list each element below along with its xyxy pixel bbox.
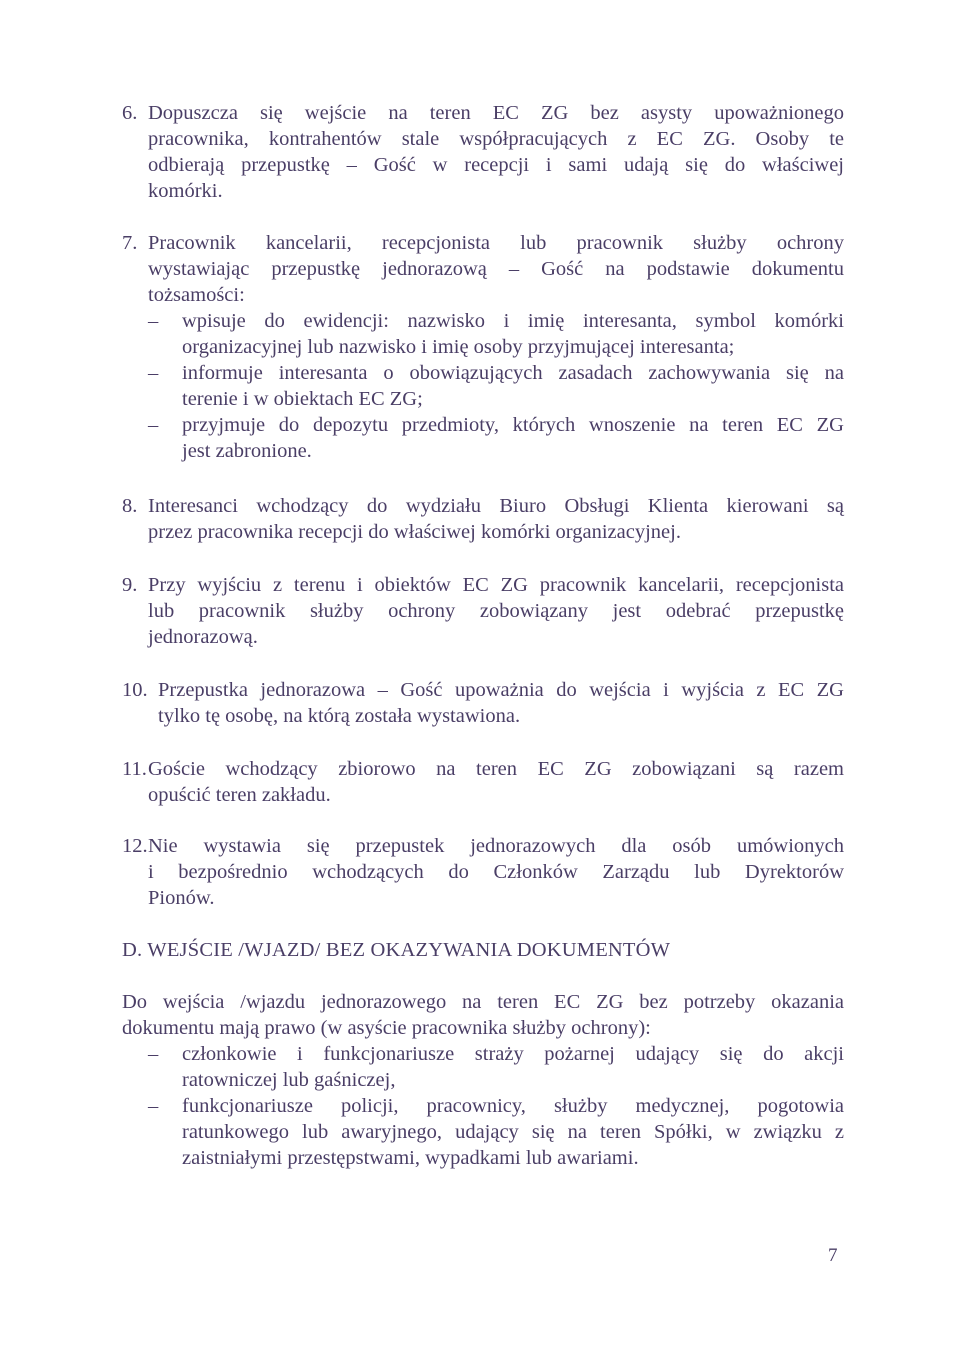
text-line: odbierają przepustkę – Gość w recepcji i sami udają się do właściwej	[148, 154, 844, 176]
list-item-12	[122, 833, 844, 911]
text-line: opuścić teren zakładu.	[148, 784, 331, 806]
list-item-number: 9.	[122, 574, 138, 596]
text-line: Przy wyjściu z terenu i obiektów EC ZG pracownik kancelarii, recepcjonista	[148, 574, 844, 596]
bullet-item	[148, 412, 844, 464]
dash-marker: –	[148, 414, 159, 436]
page-number: 7	[828, 1245, 838, 1266]
text-line: tylko tę osobę, na którą została wystawiona.	[158, 705, 521, 727]
text-line: Goście wchodzący zbiorowo na teren EC ZG zobowiązani są razem	[148, 758, 844, 780]
text-line: Pionów.	[148, 887, 215, 909]
dash-marker: –	[148, 1095, 159, 1117]
text-line: ratunkowego lub awaryjnego, udający się na teren Spółki, w związku z	[182, 1121, 844, 1143]
list-item-number: 10.	[122, 679, 148, 701]
list-item-number: 6.	[122, 102, 138, 124]
list-item-number: 12.	[122, 835, 148, 857]
list-item-6	[122, 100, 844, 204]
dash-marker: –	[148, 1043, 159, 1065]
text-line: funkcjonariusze policji, pracownicy, służby medycznej, pogotowia	[182, 1095, 844, 1117]
dash-marker: –	[148, 362, 159, 384]
dash-marker: –	[148, 310, 159, 332]
text-line: terenie i w obiektach EC ZG;	[182, 388, 423, 410]
bullet-list	[148, 1041, 844, 1171]
list-item-11	[122, 756, 844, 808]
text-line: Przepustka jednorazowa – Gość upoważnia do wejścia i wyjścia z EC ZG	[158, 679, 844, 701]
list-item-8	[122, 493, 844, 545]
text-line: Do wejścia /wjazdu jednorazowego na teren EC ZG bez potrzeby okazania	[122, 991, 844, 1013]
text-line: jest zabronione.	[182, 440, 312, 462]
text-line: Nie wystawia się przepustek jednorazowych dla osób umówionych	[148, 835, 844, 857]
bullet-item	[148, 360, 844, 412]
list-item-number: 7.	[122, 232, 138, 254]
section-paragraph	[122, 989, 844, 1171]
bullet-item	[148, 1093, 844, 1171]
text-line: organizacyjnej lub nazwisko i imię osoby przyjmującej interesanta;	[182, 336, 735, 358]
text-line: tożsamości:	[148, 284, 245, 306]
list-item-10	[122, 677, 844, 729]
text-line: przyjmuje do depozytu przedmioty, których wnoszenie na teren EC ZG	[182, 414, 844, 436]
bullet-list	[148, 308, 844, 464]
text-line: ratowniczej lub gaśniczej,	[182, 1069, 396, 1091]
text-line: przez pracownika recepcji do właściwej komórki organizacyjnej.	[148, 521, 681, 543]
bullet-item	[148, 308, 844, 360]
text-line: informuje interesanta o obowiązujących zasadach zachowywania się na	[182, 362, 844, 384]
text-line: i bezpośrednio wchodzących do Członków Zarządu lub Dyrektorów	[148, 861, 844, 883]
text-line: Pracownik kancelarii, recepcjonista lub pracownik służby ochrony	[148, 232, 844, 254]
bullet-item	[148, 1041, 844, 1093]
text-line: jednorazową.	[148, 626, 258, 648]
text-line: pracownika, kontrahentów stale współpracujących z EC ZG. Osoby te	[148, 128, 844, 150]
list-item-9	[122, 572, 844, 650]
text-line: członkowie i funkcjonariusze straży pożarnej udający się do akcji	[182, 1043, 844, 1065]
text-line: wystawiając przepustkę jednorazową – Gość na podstawie dokumentu	[148, 258, 844, 280]
text-line: lub pracownik służby ochrony zobowiązany jest odebrać przepustkę	[148, 600, 844, 622]
list-item-7	[122, 230, 844, 464]
list-item-number: 11.	[122, 758, 147, 780]
list-item-number: 8.	[122, 495, 138, 517]
text-line: wpisuje do ewidencji: nazwisko i imię interesanta, symbol komórki	[182, 310, 844, 332]
text-line: Interesanci wchodzący do wydziału Biuro Obsługi Klienta kierowani są	[148, 495, 844, 517]
text-line: dokumentu mają prawo (w asyście pracownika służby ochrony):	[122, 1017, 651, 1039]
section-heading: D. WEJŚCIE /WJAZD/ BEZ OKAZYWANIA DOKUMENTÓW	[122, 939, 671, 961]
text-line: Dopuszcza się wejście na teren EC ZG bez asysty upoważnionego	[148, 102, 844, 124]
text-line: komórki.	[148, 180, 223, 202]
text-line: zaistniałymi przestępstwami, wypadkami lub awariami.	[182, 1147, 639, 1169]
